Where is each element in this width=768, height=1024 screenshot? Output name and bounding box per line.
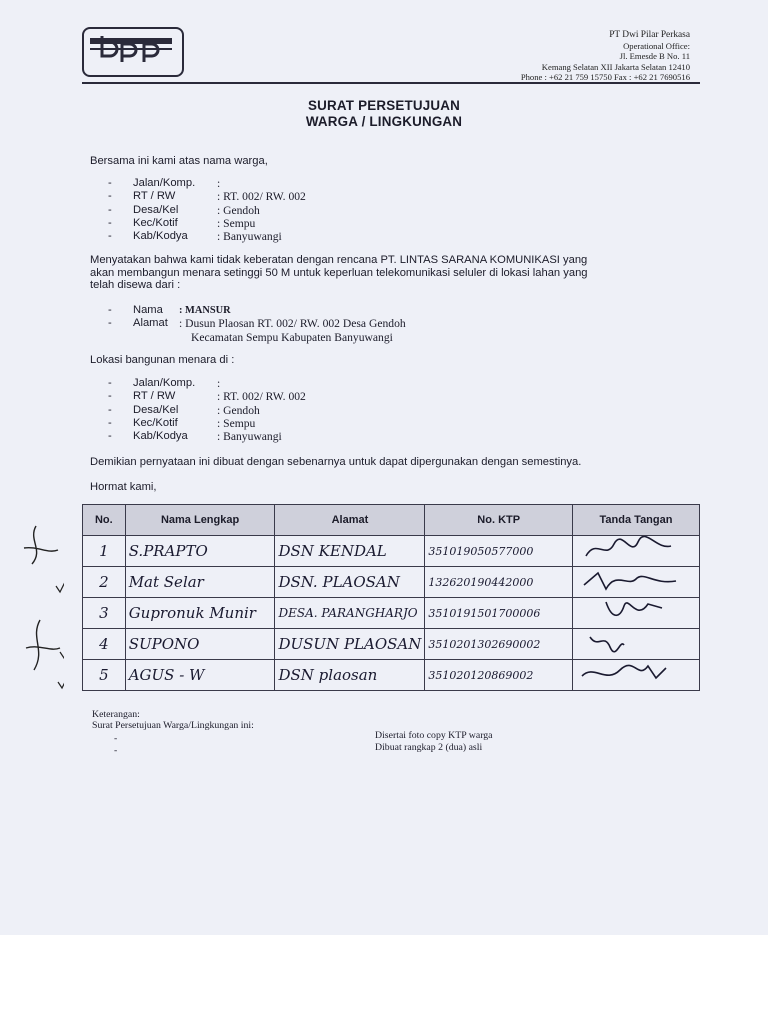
col-header-address: Alamat	[275, 505, 425, 536]
notes-bullet: -	[114, 733, 118, 744]
location-row: - Jalan/Komp. :	[108, 377, 221, 390]
residence-row: - Desa/Kel : Gendoh	[108, 203, 260, 217]
intro-text: Bersama ini kami atas nama warga,	[90, 155, 268, 167]
handwritten-signature	[576, 567, 696, 593]
location-row: - Kec/Kotif : Sempu	[108, 416, 256, 430]
company-logo	[88, 32, 174, 68]
table-header-row	[83, 505, 700, 536]
row-number: 2	[83, 567, 126, 598]
resident-ktp: 3510191501700006	[425, 598, 573, 629]
residence-row: - Kab/Kodya : Banyuwangi	[108, 230, 282, 244]
notes-heading: Keterangan:	[92, 709, 140, 720]
resident-address: DSN KENDAL	[275, 536, 425, 567]
table-row	[83, 629, 700, 660]
row-number: 3	[83, 598, 126, 629]
table-row	[83, 598, 700, 629]
resident-address: DSN plaosan	[275, 660, 425, 691]
residence-row: - Kec/Kotif : Sempu	[108, 216, 256, 230]
handwritten-signature	[576, 536, 696, 562]
address-line-1: Jl. Emesde B No. 11	[619, 51, 690, 62]
owner-address-cont: Kecamatan Sempu Kabupaten Banyuwangi	[191, 330, 393, 344]
signature-cell	[573, 567, 700, 598]
col-header-ktp: No. KTP	[425, 505, 573, 536]
notes-item-2: Dibuat rangkap 2 (dua) asli	[375, 742, 483, 753]
owner-address-row: - Alamat : Dusun Plaosan RT. 002/ RW. 002 Desa Gendoh	[108, 317, 406, 331]
table-row	[83, 536, 700, 567]
letterhead-divider	[82, 82, 700, 84]
location-row: - Kab/Kodya : Banyuwangi	[108, 430, 282, 444]
row-number: 1	[83, 536, 126, 567]
margin-handwritten-marks	[14, 520, 64, 700]
land-owner-details	[108, 304, 406, 344]
resident-address: DESA. PARANGHARJO	[275, 598, 425, 629]
tower-location-details	[108, 377, 306, 443]
document-title-line2: WARGA / LINGKUNGAN	[305, 114, 463, 129]
resident-name: Gupronuk Munir	[125, 598, 275, 629]
document-title-line1: SURAT PERSETUJUAN	[308, 98, 460, 113]
letterhead-address	[521, 30, 690, 83]
location-row: - Desa/Kel : Gendoh	[108, 403, 260, 417]
contact-line: Phone : +62 21 759 15750 Fax : +62 21 7690516	[520, 72, 690, 83]
signature-cell	[573, 629, 700, 660]
company-name: PT Dwi Pilar Perkasa	[609, 30, 690, 40]
residence-details	[108, 177, 306, 243]
row-number: 4	[83, 629, 126, 660]
location-row: - RT / RW : RT. 002/ RW. 002	[108, 390, 306, 404]
resident-name: AGUS - W	[125, 660, 275, 691]
notes-line: Surat Persetujuan Warga/Lingkungan ini:	[92, 720, 254, 731]
handwritten-signature	[576, 629, 696, 655]
regards-text: Hormat kami,	[90, 481, 157, 493]
address-line-2: Kemang Selatan XII Jakarta Selatan 12410	[541, 61, 690, 72]
resident-ktp: 3510201302690002	[425, 629, 573, 660]
statement-paragraph: Menyatakan bahwa kami tidak keberatan dengan rencana PT. LINTAS SARANA KOMUNIKASI yang akan membangun menara setinggi 50 M untuk keperluan telekomunikasi seluler di lokasi lahan yang telah disewa dari :	[90, 254, 588, 291]
table-row	[83, 567, 700, 598]
resident-ktp: 351020120869002	[425, 660, 573, 691]
residence-row: - RT / RW : RT. 002/ RW. 002	[108, 190, 306, 204]
resident-name: SUPONO	[125, 629, 275, 660]
notes-item-1: Disertai foto copy KTP warga	[375, 730, 493, 741]
resident-ktp: 132620190442000	[425, 567, 573, 598]
signature-cell	[573, 536, 700, 567]
resident-name: Mat Selar	[125, 567, 275, 598]
notes-bullet: -	[114, 745, 118, 756]
resident-address: DUSUN PLAOSAN	[275, 629, 425, 660]
owner-name-row: - Nama : MANSUR	[108, 304, 231, 316]
closing-text: Demikian pernyataan ini dibuat dengan sebenarnya untuk dapat dipergunakan dengan semestinya.	[90, 456, 582, 468]
signature-table	[82, 504, 700, 691]
col-header-signature: Tanda Tangan	[573, 505, 700, 536]
resident-name: S.PRAPTO	[125, 536, 275, 567]
col-header-no: No.	[83, 505, 126, 536]
signature-cell	[573, 660, 700, 691]
col-header-name: Nama Lengkap	[125, 505, 275, 536]
resident-ktp: 351019050577000	[425, 536, 573, 567]
resident-address: DSN. PLAOSAN	[275, 567, 425, 598]
location-intro: Lokasi bangunan menara di :	[90, 354, 235, 366]
handwritten-signature	[576, 660, 696, 686]
residence-row: - Jalan/Komp. :	[108, 177, 221, 190]
table-row	[83, 660, 700, 691]
row-number: 5	[83, 660, 126, 691]
office-label: Operational Office:	[623, 40, 690, 51]
handwritten-signature	[576, 598, 696, 624]
signature-cell	[573, 598, 700, 629]
